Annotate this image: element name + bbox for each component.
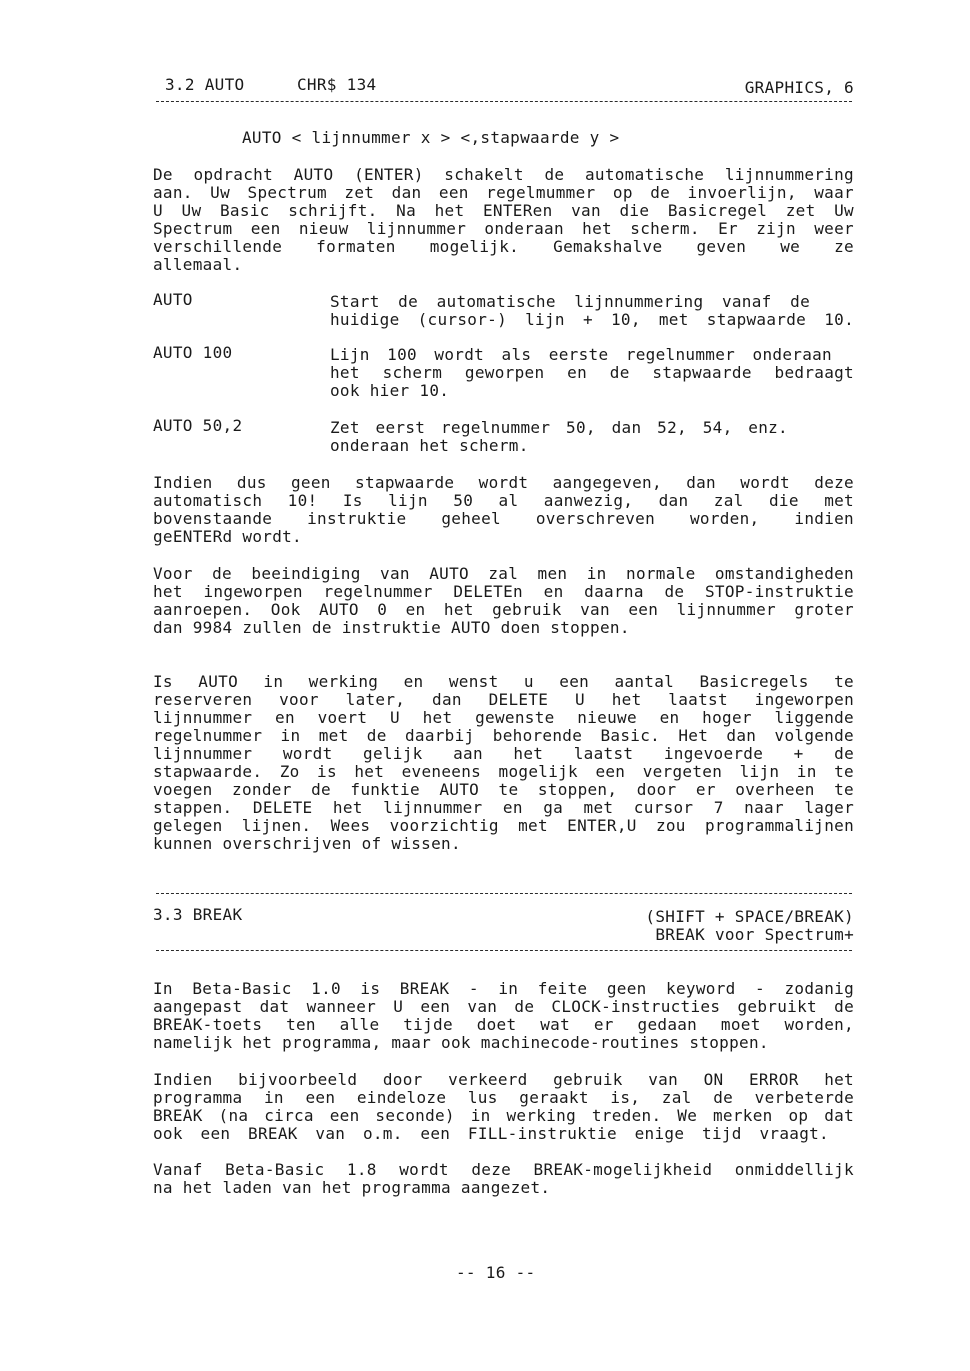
para-stop-line-2: het ingeworpen regelnummer DELETEn en daarna de STOP-instruktie bbox=[153, 582, 854, 601]
para-reserve-line-1: Is AUTO in werking en wenst u een aantal Basicregels te bbox=[153, 672, 854, 691]
break-intro-line-3: BREAK-toets ten alle tijde doet wat er gedaan moet worden, bbox=[153, 1015, 854, 1034]
break-error-line-1: Indien bijvoorbeeld door verkeerd gebruik van ON ERROR het bbox=[153, 1070, 854, 1089]
para-default-line-4: geENTERd wordt. bbox=[153, 527, 302, 546]
page-number: -- 16 -- bbox=[456, 1263, 536, 1282]
para-stop-line-3: aanroepen. Ook AUTO 0 en het gebruik van een lijnnummer groter bbox=[153, 600, 854, 619]
para-reserve-line-5: lijnnummer wordt gelijk aan het laatst ingevoerde + de bbox=[153, 744, 854, 763]
break-error-line-2: programma in een eindeloze lus geraakt is, zal de verbeterde bbox=[153, 1088, 854, 1107]
format-desc-1-line-2: huidige (cursor-) lijn + 10, met stapwaarde 10. bbox=[330, 310, 854, 329]
header-category: GRAPHICS, 6 bbox=[744, 78, 854, 97]
break-version-line-1: Vanaf Beta-Basic 1.8 wordt deze BREAK-mogelijkheid onmiddellijk bbox=[153, 1160, 854, 1179]
para-default-line-3: bovenstaande instruktie geheel overschreven worden, indien bbox=[153, 509, 854, 528]
intro-line-6: allemaal. bbox=[153, 255, 243, 274]
intro-line-5: verschillende formaten mogelijk. Gemakshalve geven we ze bbox=[153, 237, 854, 256]
break-intro-line-2: aangepast dat wanneer U een van de CLOCK-instructies gebruikt de bbox=[153, 997, 854, 1016]
format-desc-3-line-2: onderaan het scherm. bbox=[330, 436, 529, 455]
para-reserve-line-7: voegen zonder de funktie AUTO te stoppen, door er overheen te bbox=[153, 780, 854, 799]
format-desc-2-line-3: ook hier 10. bbox=[330, 381, 450, 400]
para-default-line-2: automatisch 10! Is lijn 50 al aanwezig, dan zal die met bbox=[153, 491, 854, 510]
para-stop-line-1: Voor de beeindiging van AUTO zal men in normale omstandigheden bbox=[153, 564, 854, 583]
para-reserve-line-6: stapwaarde. Zo is het eveneens mogelijk een vergeten lijn in te bbox=[153, 762, 854, 781]
break-error-line-3: BREAK (na circa een seconde) in werking treden. We merken op dat bbox=[153, 1106, 854, 1125]
intro-line-2: aan. Uw Spectrum zet dan een regelmummer op de invoerlijn, waar bbox=[153, 183, 854, 202]
break-intro-line-4: namelijk het programma, maar ook machinecode-routines stoppen. bbox=[153, 1033, 769, 1052]
para-reserve-line-2: reserveren voor later, dan DELETE U het laatst ingeworpen bbox=[153, 690, 854, 709]
para-reserve-line-9: gelegen lijnen. Wees voorzichtig met ENTER,U zou programmalijnen bbox=[153, 816, 854, 835]
break-keys: (SHIFT + SPACE/BREAK) bbox=[645, 907, 854, 926]
para-reserve-line-8: stappen. DELETE het lijnnummer en ga met cursor 7 naar lager bbox=[153, 798, 854, 817]
format-desc-3-line-1: Zet eerst regelnummer 50, dan 52, 54, enz. bbox=[330, 418, 788, 437]
auto-syntax: AUTO < lijnnummer x > <,stapwaarde y > bbox=[242, 128, 620, 147]
format-command-2: AUTO 100 bbox=[153, 343, 233, 362]
intro-line-4: Spectrum een nieuw lijnnummer onderaan het scherm. Er zijn weer bbox=[153, 219, 854, 238]
para-stop-line-4: dan 9984 zullen de instruktie AUTO doen stoppen. bbox=[153, 618, 630, 637]
intro-line-3: U Uw Basic schrijft. Na het ENTERen van die Basicregel zet Uw bbox=[153, 201, 854, 220]
para-reserve-line-4: regelnummer in met de daarbij behorende Basic. Het dan volgende bbox=[153, 726, 854, 745]
break-title: 3.3 BREAK bbox=[153, 905, 243, 924]
header-divider bbox=[156, 101, 852, 102]
format-desc-2-line-2: het scherm geworpen en de stapwaarde bedraagt bbox=[330, 363, 854, 382]
break-keys-sub: BREAK voor Spectrum+ bbox=[655, 925, 854, 944]
format-desc-2-line-1: Lijn 100 wordt als eerste regelnummer onderaan bbox=[330, 345, 832, 364]
para-reserve-line-10: kunnen overschrijven of wissen. bbox=[153, 834, 461, 853]
header-section: 3.2 AUTO bbox=[165, 75, 245, 94]
break-version-line-2: na het laden van het programma aangezet. bbox=[153, 1178, 551, 1197]
break-bottom-divider bbox=[156, 950, 852, 951]
para-default-line-1: Indien dus geen stapwaarde wordt aangegeven, dan wordt deze bbox=[153, 473, 854, 492]
break-intro-line-1: In Beta-Basic 1.0 is BREAK - in feite geen keyword - zodanig bbox=[153, 979, 854, 998]
format-command-3: AUTO 50,2 bbox=[153, 416, 243, 435]
intro-line-1: De opdracht AUTO (ENTER) schakelt de automatische lijnnummering bbox=[153, 165, 854, 184]
break-top-divider bbox=[156, 893, 852, 894]
header-code: CHR$ 134 bbox=[297, 75, 377, 94]
format-desc-1-line-1: Start de automatische lijnnummering vanaf de bbox=[330, 292, 810, 311]
para-reserve-line-3: lijnnummer en voert U het gewenste nieuwe en hoger liggende bbox=[153, 708, 854, 727]
format-command-1: AUTO bbox=[153, 290, 193, 309]
break-error-line-4: ook een BREAK van o.m. een FILL-instruktie enige tijd vraagt. bbox=[153, 1124, 829, 1143]
